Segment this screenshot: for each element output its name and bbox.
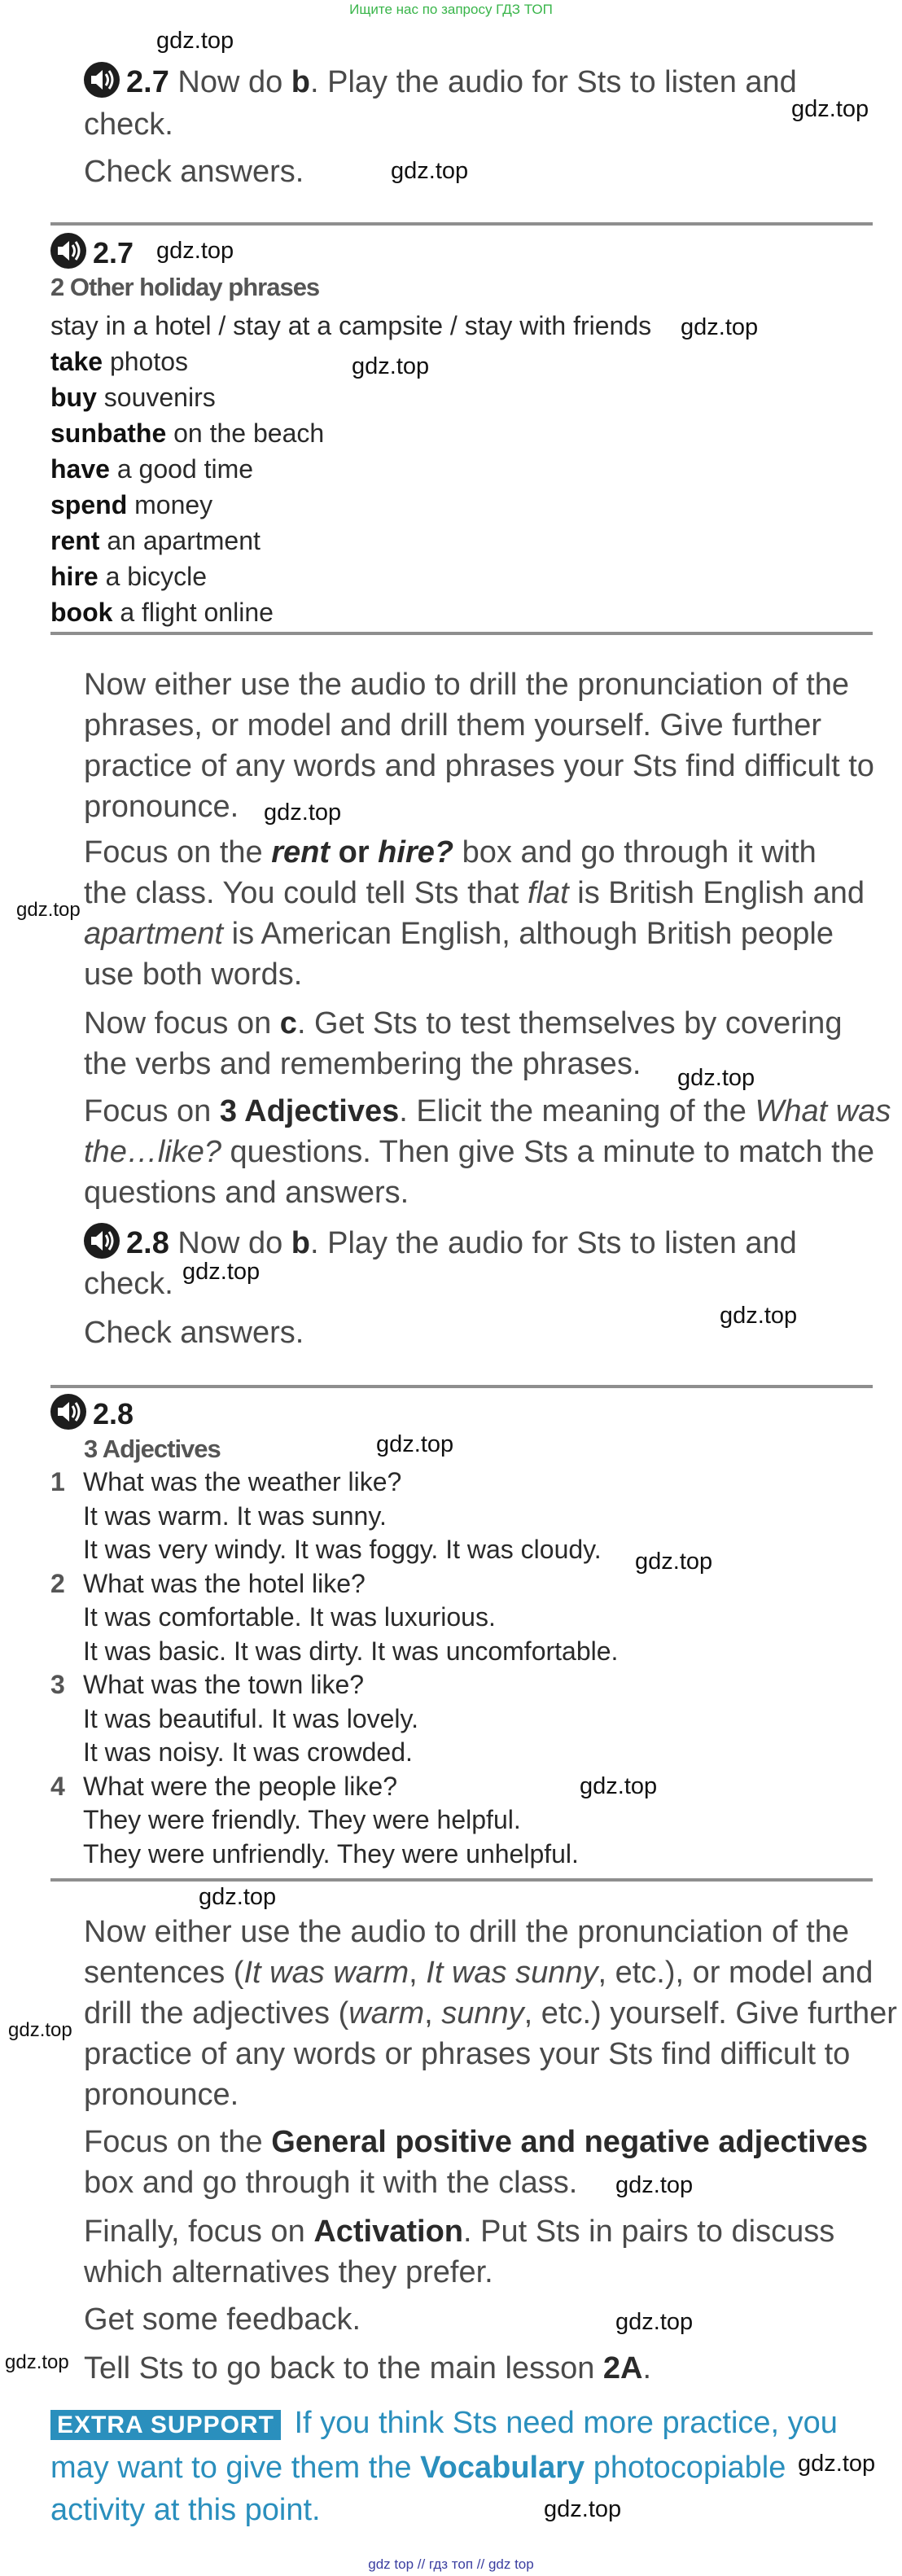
text-line: Now either use the audio to drill the pronunciation of the xyxy=(84,668,850,702)
speaker-icon[interactable] xyxy=(84,1223,120,1259)
track-number: 2.8 xyxy=(93,1397,134,1430)
phrase-line: buy souvenirs xyxy=(50,383,216,412)
extra-support-box xyxy=(50,2402,838,2531)
phrase-line: spend money xyxy=(50,490,213,519)
text-line: pronounce. xyxy=(84,790,239,824)
text-line: Get some feedback. xyxy=(84,2302,361,2337)
text-line: pronounce. xyxy=(84,2078,239,2112)
text: Now do xyxy=(169,65,291,99)
text-line: Finally, focus on Activation. Put Sts in pairs to discuss xyxy=(84,2215,835,2249)
watermark: gdz.top xyxy=(5,2351,69,2373)
question-line: 3 What was the town like? xyxy=(50,1668,618,1702)
audioscript-subtitle: 2 Other holiday phrases xyxy=(50,273,320,301)
phrase-line: book a flight online xyxy=(50,598,274,627)
watermark: gdz.top xyxy=(352,353,430,379)
text-line: the…like? questions. Then give Sts a minute to match the xyxy=(84,1135,874,1169)
divider xyxy=(50,632,873,635)
watermark: gdz.top xyxy=(376,1431,454,1457)
item-number: 1 xyxy=(50,1467,65,1496)
text-line: may want to give them the Vocabulary photocopiable xyxy=(50,2451,786,2485)
answer-line: It was warm. It was sunny. xyxy=(83,1500,387,1531)
watermark: gdz.top xyxy=(720,1303,798,1329)
question-line: 2 What was the hotel like? xyxy=(50,1567,618,1601)
watermark: gdz.top xyxy=(156,28,234,54)
answer-line: It was comfortable. It was luxurious. xyxy=(83,1602,496,1632)
text-line: the verbs and remembering the phrases. xyxy=(84,1047,641,1081)
phrase-line: sunbathe on the beach xyxy=(50,418,325,448)
phrase-line: hire a bicycle xyxy=(50,562,208,591)
phrase-line: rent an apartment xyxy=(50,526,261,555)
audioscript-heading xyxy=(50,1394,134,1431)
answer-line: It was noisy. It was crowded. xyxy=(83,1737,413,1767)
text-line: practice of any words or phrases your Sts find difficult to xyxy=(84,2037,851,2071)
watermark: gdz.top xyxy=(615,2172,694,2198)
instruction-line: check. xyxy=(84,1267,173,1301)
question-line: 1 What was the weather like? xyxy=(50,1465,618,1500)
watermark: gdz.top xyxy=(791,96,869,122)
instruction-line: Check answers. xyxy=(84,1316,304,1350)
item-number: 4 xyxy=(50,1771,65,1801)
adjectives-script xyxy=(50,1465,618,1871)
text-line: the class. You could tell Sts that flat is British English and xyxy=(84,876,865,910)
answer-line: It was basic. It was dirty. It was uncomfortable. xyxy=(83,1636,619,1666)
watermark: gdz.top xyxy=(798,2451,876,2477)
speaker-icon[interactable] xyxy=(50,233,86,269)
watermark: gdz.top xyxy=(8,2019,72,2041)
watermark: gdz.top xyxy=(16,899,81,921)
watermark: gdz.top xyxy=(580,1773,658,1799)
text-line: EXTRA SUPPORT If you think Sts need more practice, you xyxy=(50,2402,838,2447)
watermark: gdz.top xyxy=(681,314,759,340)
speaker-icon[interactable] xyxy=(50,1394,86,1430)
watermark: gdz.top xyxy=(156,238,234,264)
paragraph xyxy=(84,664,874,827)
instruction-line: 2.8 Now do b. Play the audio for Sts to listen and xyxy=(84,1223,797,1264)
watermark: gdz.top xyxy=(677,1065,755,1091)
text-line: apartment is American English, although British people xyxy=(84,917,834,951)
instruction-line xyxy=(84,62,797,103)
phrase-line: stay in a hotel / stay at a campsite / stay with friends xyxy=(50,311,652,340)
text-line: questions and answers. xyxy=(84,1176,409,1210)
text-line: Now either use the audio to drill the pronunciation of the xyxy=(84,1915,850,1949)
text-line: activity at this point. xyxy=(50,2493,321,2527)
text-line: Tell Sts to go back to the main lesson 2A. xyxy=(84,2351,652,2385)
watermark: gdz.top xyxy=(391,158,469,184)
watermark: gdz.top xyxy=(635,1549,713,1575)
bottom-banner[interactable]: gdz top // гдз топ // gdz top xyxy=(368,2556,534,2572)
divider xyxy=(50,1385,873,1388)
track-number: 2.8 xyxy=(126,1226,169,1260)
phrase-line: have a good time xyxy=(50,454,254,484)
extra-support-tag: EXTRA SUPPORT xyxy=(50,2410,281,2440)
watermark: gdz.top xyxy=(615,2309,694,2335)
paragraph xyxy=(84,1091,891,1213)
divider xyxy=(50,1878,873,1882)
phrase-line: take photos xyxy=(50,347,189,376)
divider xyxy=(50,222,873,226)
answer-line: It was very windy. It was foggy. It was cloudy. xyxy=(83,1535,602,1564)
text-line: drill the adjectives (warm, sunny, etc.) yourself. Give further xyxy=(84,1996,897,2031)
speaker-icon[interactable] xyxy=(84,62,120,98)
question-line: 4 What were the people like? xyxy=(50,1770,618,1804)
paragraph xyxy=(84,1912,897,2115)
text-line: Focus on the General positive and negative adjectives xyxy=(84,2125,869,2159)
text-line: Now focus on c. Get Sts to test themselves by covering xyxy=(84,1006,843,1040)
top-banner[interactable]: Ищите нас по запросу ГДЗ ТОП xyxy=(349,2,553,17)
paragraph xyxy=(84,832,865,995)
answer-line: It was beautiful. It was lovely. xyxy=(83,1703,419,1733)
watermark: gdz.top xyxy=(199,1884,277,1910)
text-line: sentences (It was warm, It was sunny, etc.), or model and xyxy=(84,1956,874,1990)
answer-line: They were unfriendly. They were unhelpful. xyxy=(83,1838,579,1868)
text-line: Focus on 3 Adjectives. Elicit the meaning of the What was xyxy=(84,1094,891,1128)
text-line: which alternatives they prefer. xyxy=(84,2255,493,2289)
text-line: use both words. xyxy=(84,957,303,992)
item-number: 3 xyxy=(50,1670,65,1699)
watermark: gdz.top xyxy=(264,800,342,826)
watermark: gdz.top xyxy=(544,2496,622,2522)
text-line: box and go through it with the class. xyxy=(84,2166,578,2200)
track-number: 2.7 xyxy=(93,236,134,269)
text-line: practice of any words and phrases your Sts find difficult to xyxy=(84,749,874,783)
audioscript-subtitle: 3 Adjectives xyxy=(84,1435,221,1463)
instruction-line: check. xyxy=(84,107,173,142)
audioscript-heading xyxy=(50,233,134,270)
answer-line: They were friendly. They were helpful. xyxy=(83,1805,521,1834)
text-bold: b xyxy=(291,65,311,99)
track-number: 2.7 xyxy=(126,65,169,99)
paragraph xyxy=(84,2122,868,2203)
instruction-line: Check answers. xyxy=(84,155,304,189)
text: . Play the audio for Sts to listen and xyxy=(310,65,797,99)
text-line: Focus on the rent or hire? box and go through it with xyxy=(84,835,817,870)
item-number: 2 xyxy=(50,1568,65,1598)
paragraph xyxy=(84,2211,834,2293)
watermark: gdz.top xyxy=(182,1259,261,1285)
text-line: phrases, or model and drill them yourself. Give further xyxy=(84,708,822,743)
